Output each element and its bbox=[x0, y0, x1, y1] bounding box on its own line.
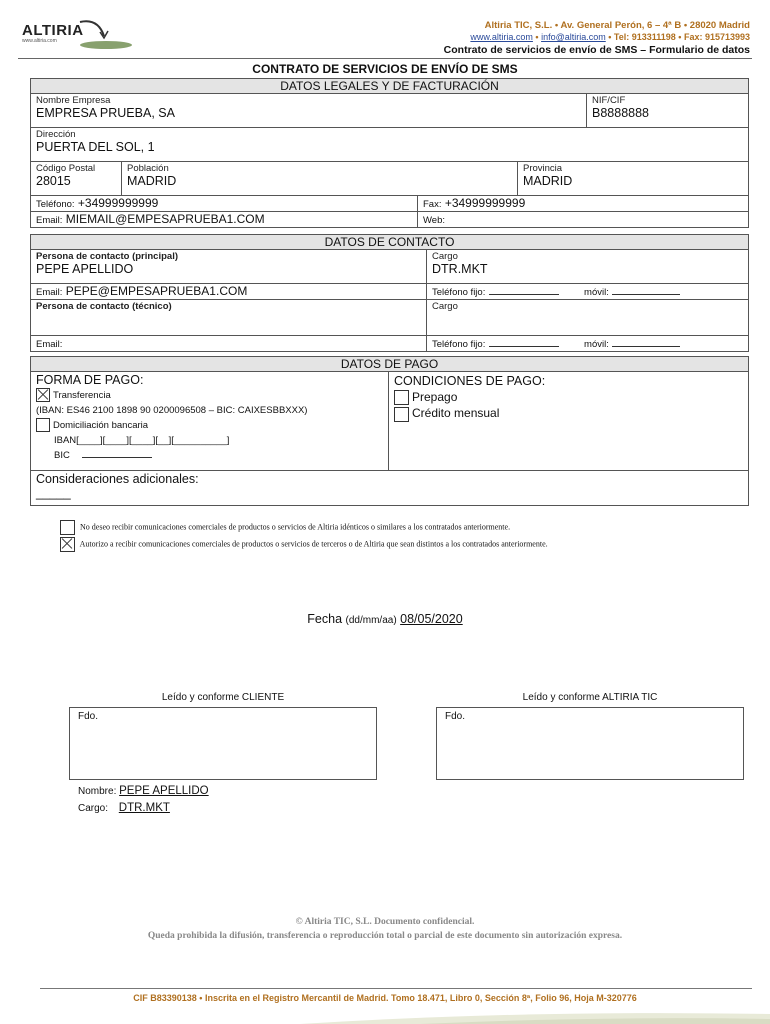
web-cell bbox=[418, 212, 749, 228]
header-web-link[interactable]: www.altiria.com bbox=[470, 32, 533, 42]
cargo-field[interactable]: DTR.MKT bbox=[432, 262, 488, 276]
cp-cell bbox=[31, 162, 122, 196]
nombre-label: Nombre: bbox=[78, 786, 117, 797]
condiciones-pago-cell bbox=[389, 372, 749, 471]
poblacion-cell bbox=[122, 162, 518, 196]
fax-cell bbox=[418, 196, 749, 212]
fecha-format: (dd/mm/aa) bbox=[345, 615, 397, 626]
cargo2-label: Cargo bbox=[432, 301, 458, 312]
cargo-label: Cargo bbox=[432, 251, 458, 262]
principal-field[interactable]: PEPE APELLIDO bbox=[36, 262, 134, 276]
provincia-cell bbox=[518, 162, 749, 196]
legal-section-heading: DATOS LEGALES Y DE FACTURACIÓN bbox=[31, 79, 749, 94]
cp-field[interactable]: 28015 bbox=[36, 174, 71, 188]
fecha-label: Fecha bbox=[307, 612, 343, 626]
sign-cargo-field[interactable]: DTR.MKT bbox=[118, 802, 170, 814]
cargo-row bbox=[78, 802, 170, 814]
header-contact bbox=[470, 32, 750, 42]
cliente-sign-label: Leído y conforme CLIENTE bbox=[161, 692, 285, 703]
transferencia-label: Transferencia bbox=[53, 390, 111, 401]
footer-confidential: © Altiria TIC, S.L. Documento confidencial. bbox=[295, 917, 475, 927]
prepago-checkbox[interactable] bbox=[394, 390, 409, 405]
contact-email-field[interactable]: PEPE@EMPESAPRUEBA1.COM bbox=[65, 284, 248, 298]
credito-checkbox[interactable] bbox=[394, 407, 409, 422]
altiria-fdo: Fdo. bbox=[445, 711, 466, 722]
tel-fijo-field[interactable] bbox=[489, 285, 559, 295]
payment-data-table bbox=[30, 356, 749, 506]
nif-field[interactable]: B8888888 bbox=[592, 106, 650, 120]
principal-label: Persona de contacto (principal) bbox=[36, 251, 178, 262]
fax-field[interactable]: +34999999999 bbox=[444, 196, 526, 210]
header-phones: • Tel: 913311198 • Fax: 915713993 bbox=[605, 32, 750, 42]
footer-prohibited: Queda prohibida la difusión, transferencia o reproducción total o parcial de este documento sin autorización expresa. bbox=[147, 931, 623, 941]
provincia-field[interactable]: MADRID bbox=[523, 174, 573, 188]
nombre-field[interactable]: PEPE APELLIDO bbox=[119, 785, 209, 797]
transferencia-checkbox[interactable] bbox=[36, 388, 50, 402]
iban-field[interactable]: IBAN[____][____][____][__][__________] bbox=[54, 435, 230, 446]
provincia-label: Provincia bbox=[523, 163, 563, 174]
legal-data-table bbox=[30, 78, 749, 228]
email-field[interactable]: MIEMAIL@EMPESAPRUEBA1.COM bbox=[65, 212, 265, 226]
forma-pago-label: FORMA DE PAGO: bbox=[36, 373, 144, 387]
contact-data-table bbox=[30, 234, 749, 352]
consent-2-checkbox[interactable] bbox=[60, 537, 75, 552]
direccion-label: Dirección bbox=[36, 129, 76, 140]
telefono-cell bbox=[31, 196, 418, 212]
cliente-fdo: Fdo. bbox=[78, 711, 99, 722]
email-label: Email: bbox=[36, 215, 63, 226]
nif-label: NIF/CIF bbox=[592, 95, 626, 106]
header-divider bbox=[18, 58, 752, 59]
header-subtitle: Contrato de servicios de envío de SMS – Formulario de datos bbox=[443, 44, 750, 56]
consent-2-text: Autorizo a recibir comunicaciones comerciales de productos o servicios de terceros o de Altiria que sean distintos a los contratados anteriormente. bbox=[79, 539, 548, 549]
consent-2 bbox=[60, 537, 548, 552]
tecnico-phone-cell bbox=[427, 336, 749, 352]
domiciliacion-label: Domiciliación bancaria bbox=[53, 420, 149, 431]
empresa-field[interactable]: EMPRESA PRUEBA, SA bbox=[36, 106, 175, 120]
movil-label: móvil: bbox=[584, 287, 609, 298]
telefono-field[interactable]: +34999999999 bbox=[77, 196, 159, 210]
principal-cell bbox=[31, 250, 427, 284]
bic-label: BIC bbox=[54, 450, 70, 461]
condiciones-label: CONDICIONES DE PAGO: bbox=[394, 374, 546, 388]
header-separator: • bbox=[532, 32, 542, 42]
consent-1 bbox=[60, 520, 510, 535]
direccion-field[interactable]: PUERTA DEL SOL, 1 bbox=[36, 140, 155, 154]
tecnico-label: Persona de contacto (técnico) bbox=[36, 301, 172, 312]
footer-registry: CIF B83390138 • Inscrita en el Registro Mercantil de Madrid. Tomo 18.471, Libro 0, Sección 8ª, Folio 96, Hoja M-320776 bbox=[133, 993, 637, 1003]
tel-fijo2-field[interactable] bbox=[489, 337, 559, 347]
email-cell bbox=[31, 212, 418, 228]
prepago-label: Prepago bbox=[412, 390, 458, 404]
poblacion-field[interactable]: MADRID bbox=[127, 174, 177, 188]
cargo-cell bbox=[427, 250, 749, 284]
consideraciones-field[interactable]: _____ bbox=[36, 486, 71, 500]
contact-section-heading: DATOS DE CONTACTO bbox=[31, 235, 749, 250]
domiciliacion-checkbox[interactable] bbox=[36, 418, 50, 432]
tel-fijo-label: Teléfono fijo: bbox=[432, 287, 486, 298]
direccion-cell bbox=[31, 128, 749, 162]
contact-email-cell bbox=[31, 284, 427, 300]
tel-fijo2-label: Teléfono fijo: bbox=[432, 339, 486, 350]
forma-pago-cell bbox=[31, 372, 389, 471]
footer-divider bbox=[40, 988, 752, 989]
altiria-sign-label: Leído y conforme ALTIRIA TIC bbox=[522, 692, 658, 703]
poblacion-label: Población bbox=[127, 163, 169, 174]
empresa-cell bbox=[31, 94, 587, 128]
credito-label: Crédito mensual bbox=[412, 406, 500, 421]
tecnico-email-label: Email: bbox=[36, 339, 63, 350]
nif-cell bbox=[587, 94, 749, 128]
logo-swoosh-icon bbox=[20, 14, 160, 54]
fax-label: Fax: bbox=[423, 199, 442, 210]
movil-field[interactable] bbox=[612, 285, 680, 295]
nombre-row bbox=[78, 785, 209, 797]
web-label: Web: bbox=[423, 215, 446, 226]
header-email-link[interactable]: info@altiria.com bbox=[541, 32, 606, 42]
tecnico-cell bbox=[31, 300, 427, 336]
iban-info: (IBAN: ES46 2100 1898 90 0200096508 – BIC: CAIXESBBXXX) bbox=[36, 405, 308, 416]
footer-swoosh-icon bbox=[0, 1004, 770, 1024]
consent-1-checkbox[interactable] bbox=[60, 520, 75, 535]
telefono-label: Teléfono: bbox=[36, 199, 75, 210]
cp-label: Código Postal bbox=[36, 163, 96, 174]
fecha-row bbox=[0, 612, 770, 626]
movil2-field[interactable] bbox=[612, 337, 680, 347]
cliente-sign-box[interactable] bbox=[69, 707, 377, 780]
bic-field[interactable] bbox=[82, 448, 152, 458]
contact-email-label: Email: bbox=[36, 287, 63, 298]
fecha-field[interactable]: 08/05/2020 bbox=[400, 612, 463, 626]
altiria-sign-box[interactable] bbox=[436, 707, 744, 780]
tecnico-email-cell bbox=[31, 336, 427, 352]
logo-text: ALTIRIA bbox=[22, 22, 84, 39]
movil2-label: móvil: bbox=[584, 339, 609, 350]
consent-1-text: No deseo recibir comunicaciones comerciales de productos o servicios de Altiria idénticos o similares a los contratados anteriormente. bbox=[80, 522, 511, 532]
header-address: Altiria TIC, S.L. • Av. General Perón, 6 – 4ª B • 28020 Madrid bbox=[484, 20, 750, 31]
empresa-label: Nombre Empresa bbox=[36, 95, 111, 106]
page-title: CONTRATO DE SERVICIOS DE ENVÍO DE SMS bbox=[252, 62, 518, 76]
payment-section-heading: DATOS DE PAGO bbox=[31, 357, 749, 372]
consideraciones-label: Consideraciones adicionales: bbox=[36, 472, 199, 486]
cargo2-cell bbox=[427, 300, 749, 336]
contact-phone-cell bbox=[427, 284, 749, 300]
consideraciones-cell bbox=[31, 471, 749, 506]
sign-cargo-label: Cargo: bbox=[78, 803, 109, 814]
logo-subtitle: www.altiria.com bbox=[22, 38, 57, 44]
